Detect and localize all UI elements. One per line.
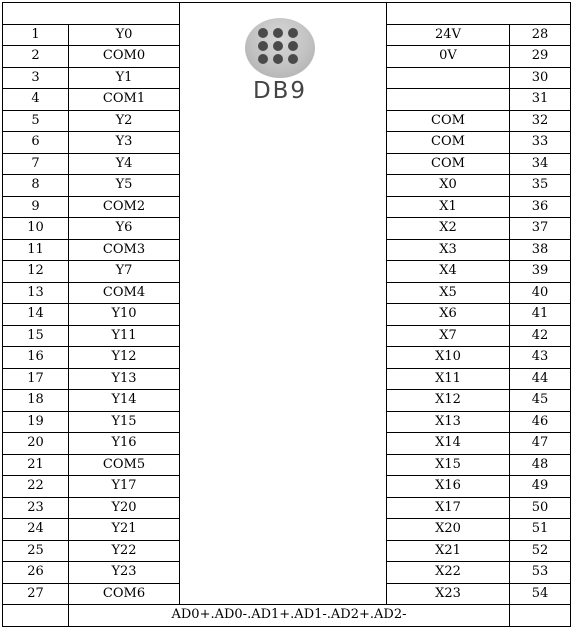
- header-left-blank: [3, 3, 180, 25]
- db9-label: DB9: [252, 78, 308, 104]
- right-pin-number: 52: [510, 540, 571, 562]
- right-pin-number: 53: [510, 562, 571, 584]
- left-pin-number: 27: [3, 583, 69, 605]
- left-pin-number: 2: [3, 46, 69, 68]
- right-pin-signal: X17: [387, 497, 510, 519]
- right-pin-signal: COM: [387, 110, 510, 132]
- right-pin-number: 31: [510, 89, 571, 111]
- left-pin-number: 21: [3, 454, 69, 476]
- right-pin-number: 39: [510, 261, 571, 283]
- left-pin-signal: Y2: [69, 110, 180, 132]
- left-pin-number: 19: [3, 411, 69, 433]
- right-pin-signal: X15: [387, 454, 510, 476]
- left-pin-signal: Y13: [69, 368, 180, 390]
- left-pin-number: 16: [3, 347, 69, 369]
- right-pin-signal: 24V: [387, 24, 510, 46]
- right-pin-number: 38: [510, 239, 571, 261]
- right-pin-number: 54: [510, 583, 571, 605]
- right-pin-number: 48: [510, 454, 571, 476]
- right-pin-number: 45: [510, 390, 571, 412]
- footer-row: [3, 605, 571, 627]
- left-pin-number: 10: [3, 218, 69, 240]
- left-pin-signal: Y22: [69, 540, 180, 562]
- right-pin-number: 32: [510, 110, 571, 132]
- right-pin-number: 28: [510, 24, 571, 46]
- right-pin-number: 43: [510, 347, 571, 369]
- left-pin-signal: Y3: [69, 132, 180, 154]
- right-pin-signal: X20: [387, 519, 510, 541]
- right-pin-number: 41: [510, 304, 571, 326]
- left-pin-number: 11: [3, 239, 69, 261]
- right-pin-signal: X22: [387, 562, 510, 584]
- right-pin-number: 34: [510, 153, 571, 175]
- left-pin-signal: Y0: [69, 24, 180, 46]
- left-pin-number: 26: [3, 562, 69, 584]
- left-pin-signal: Y14: [69, 390, 180, 412]
- right-pin-signal: X5: [387, 282, 510, 304]
- right-pin-signal: X2: [387, 218, 510, 240]
- left-pin-signal: Y16: [69, 433, 180, 455]
- right-pin-signal: X11: [387, 368, 510, 390]
- left-pin-number: 14: [3, 304, 69, 326]
- right-pin-signal: X3: [387, 239, 510, 261]
- footer-right-blank: [510, 605, 571, 627]
- right-pin-signal: COM: [387, 132, 510, 154]
- left-pin-number: 6: [3, 132, 69, 154]
- right-pin-number: 49: [510, 476, 571, 498]
- right-pin-number: 37: [510, 218, 571, 240]
- left-pin-number: 5: [3, 110, 69, 132]
- left-pin-signal: Y10: [69, 304, 180, 326]
- right-pin-number: 40: [510, 282, 571, 304]
- right-pin-signal: [387, 67, 510, 89]
- right-pin-signal: [387, 89, 510, 111]
- left-pin-number: 7: [3, 153, 69, 175]
- left-pin-signal: Y20: [69, 497, 180, 519]
- right-pin-number: 35: [510, 175, 571, 197]
- right-pin-signal: X0: [387, 175, 510, 197]
- right-pin-number: 42: [510, 325, 571, 347]
- right-pin-number: 29: [510, 46, 571, 68]
- right-pin-signal: X16: [387, 476, 510, 498]
- right-pin-number: 50: [510, 497, 571, 519]
- right-pin-signal: X1: [387, 196, 510, 218]
- left-pin-signal: COM0: [69, 46, 180, 68]
- left-pin-number: 24: [3, 519, 69, 541]
- left-pin-number: 8: [3, 175, 69, 197]
- left-pin-signal: COM6: [69, 583, 180, 605]
- left-pin-signal: Y5: [69, 175, 180, 197]
- right-pin-number: 33: [510, 132, 571, 154]
- left-pin-number: 15: [3, 325, 69, 347]
- left-pin-signal: Y7: [69, 261, 180, 283]
- left-pin-number: 12: [3, 261, 69, 283]
- left-pin-signal: Y21: [69, 519, 180, 541]
- left-pin-signal: Y4: [69, 153, 180, 175]
- left-pin-number: 17: [3, 368, 69, 390]
- left-pin-signal: COM4: [69, 282, 180, 304]
- right-pin-signal: X14: [387, 433, 510, 455]
- right-pin-signal: X6: [387, 304, 510, 326]
- left-pin-signal: Y1: [69, 67, 180, 89]
- right-pin-signal: X10: [387, 347, 510, 369]
- left-pin-number: 4: [3, 89, 69, 111]
- left-pin-number: 23: [3, 497, 69, 519]
- right-pin-signal: 0V: [387, 46, 510, 68]
- right-pin-signal: X12: [387, 390, 510, 412]
- analog-label: AD0+.AD0-.AD1+.AD1-.AD2+.AD2-: [69, 605, 510, 627]
- left-pin-number: 9: [3, 196, 69, 218]
- left-pin-number: 22: [3, 476, 69, 498]
- right-pin-signal: X21: [387, 540, 510, 562]
- left-pin-number: 25: [3, 540, 69, 562]
- db9-connector-icon: [245, 18, 315, 78]
- left-pin-signal: Y23: [69, 562, 180, 584]
- left-pin-signal: Y12: [69, 347, 180, 369]
- header-right-blank: [387, 3, 571, 25]
- left-pin-number: 13: [3, 282, 69, 304]
- footer-left-blank: [3, 605, 69, 627]
- right-pin-number: 30: [510, 67, 571, 89]
- left-pin-signal: Y6: [69, 218, 180, 240]
- left-pin-number: 18: [3, 390, 69, 412]
- right-pin-signal: X7: [387, 325, 510, 347]
- left-pin-signal: COM1: [69, 89, 180, 111]
- right-pin-number: 47: [510, 433, 571, 455]
- left-pin-number: 20: [3, 433, 69, 455]
- left-pin-signal: COM5: [69, 454, 180, 476]
- right-pin-number: 36: [510, 196, 571, 218]
- right-pin-number: 44: [510, 368, 571, 390]
- right-pin-signal: X4: [387, 261, 510, 283]
- right-pin-signal: COM: [387, 153, 510, 175]
- left-pin-signal: COM3: [69, 239, 180, 261]
- left-pin-signal: Y11: [69, 325, 180, 347]
- left-pin-number: 3: [3, 67, 69, 89]
- left-pin-number: 1: [3, 24, 69, 46]
- right-pin-number: 46: [510, 411, 571, 433]
- right-pin-signal: X13: [387, 411, 510, 433]
- left-pin-signal: Y17: [69, 476, 180, 498]
- left-pin-signal: COM2: [69, 196, 180, 218]
- right-pin-number: 51: [510, 519, 571, 541]
- db9-connector: [245, 18, 315, 104]
- right-pin-signal: X23: [387, 583, 510, 605]
- left-pin-signal: Y15: [69, 411, 180, 433]
